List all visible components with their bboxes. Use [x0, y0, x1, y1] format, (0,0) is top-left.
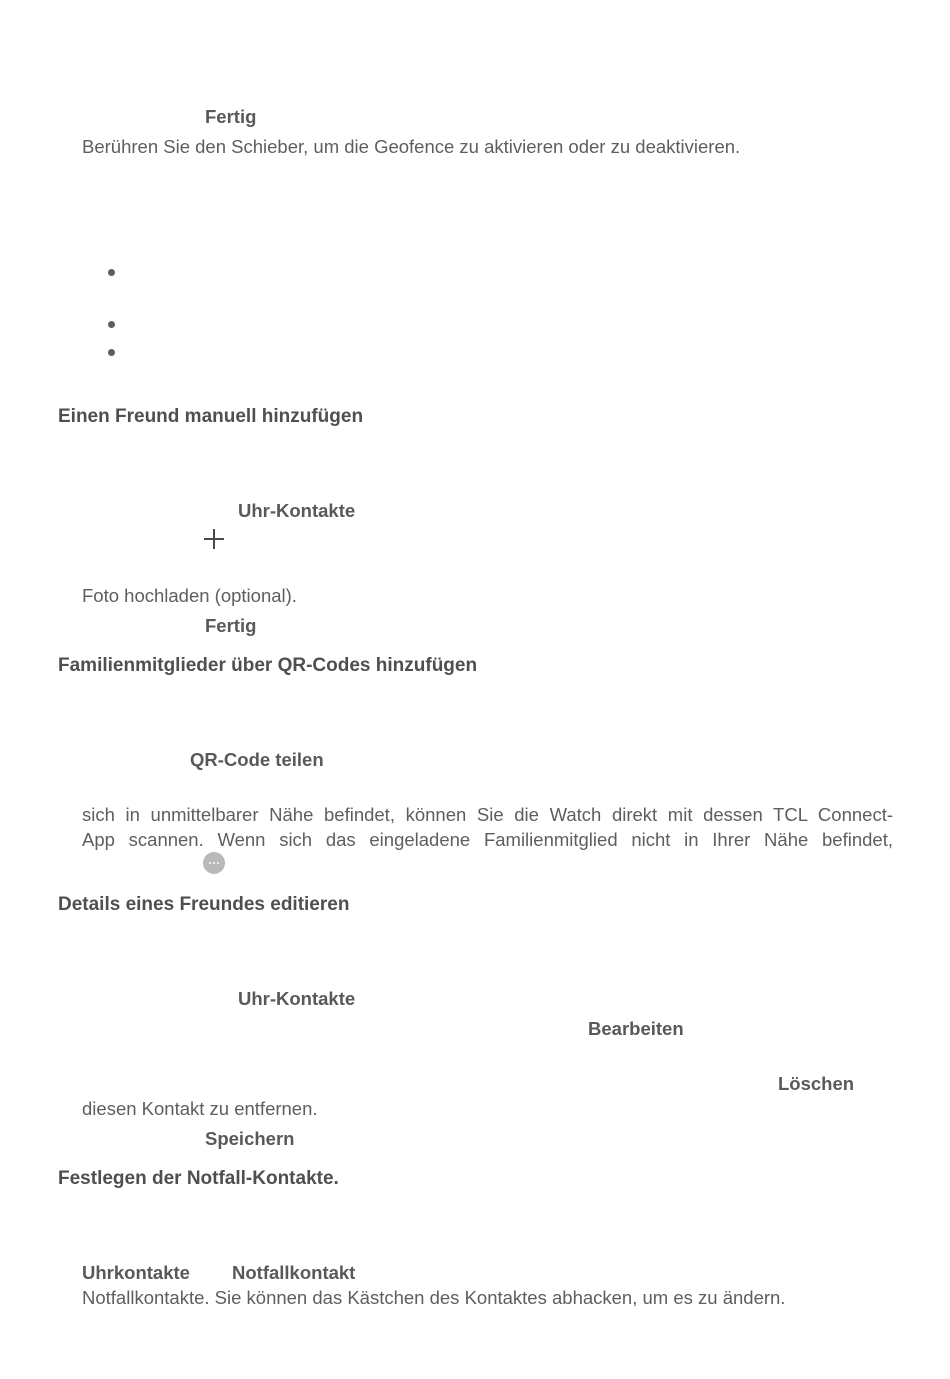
- qr-text-line-2: App scannen. Wenn sich das eingeladene Familienmitglied nicht in Ihrer Nähe befindet,: [82, 829, 893, 850]
- watch-contacts-label: Uhr-Kontakte: [238, 988, 356, 1009]
- heading-edit-friend: Details eines Freundes editieren: [58, 894, 350, 915]
- bullet-point: [108, 321, 115, 328]
- bullet-point: [108, 349, 115, 356]
- emergency-info-text: Notfallkontakte. Sie können das Kästchen des Kontaktes abhacken, um es zu ändern.: [82, 1287, 786, 1308]
- qr-text-line-1: sich in unmittelbarer Nähe befindet, können Sie die Watch direkt mit dessen TCL Connect-: [82, 804, 893, 825]
- heading-emergency-contacts: Festlegen der Notfall-Kontakte.: [58, 1168, 339, 1189]
- geofence-instruction: Berühren Sie den Schieber, um die Geofence zu aktivieren oder zu deaktivieren.: [82, 136, 741, 157]
- more-icon: [203, 852, 225, 874]
- share-qr-label: QR-Code teilen: [190, 749, 324, 770]
- remove-contact-text: diesen Kontakt zu entfernen.: [82, 1098, 318, 1119]
- plus-icon: [204, 529, 224, 549]
- upload-photo-text: Foto hochladen (optional).: [82, 585, 297, 606]
- watch-contacts-label: Uhr-Kontakte: [238, 500, 356, 521]
- heading-add-friend: Einen Freund manuell hinzufügen: [58, 406, 364, 427]
- done-label: Fertig: [205, 106, 257, 127]
- bullet-point: [108, 269, 115, 276]
- watch-contacts-label: Uhrkontakte: [82, 1262, 190, 1283]
- edit-label: Bearbeiten: [588, 1018, 684, 1039]
- done-label: Fertig: [205, 615, 257, 636]
- save-label: Speichern: [205, 1128, 295, 1149]
- delete-label: Löschen: [778, 1073, 855, 1094]
- heading-qr-codes: Familienmitglieder über QR-Codes hinzufügen: [58, 655, 478, 676]
- emergency-contact-label: Notfallkontakt: [232, 1262, 356, 1283]
